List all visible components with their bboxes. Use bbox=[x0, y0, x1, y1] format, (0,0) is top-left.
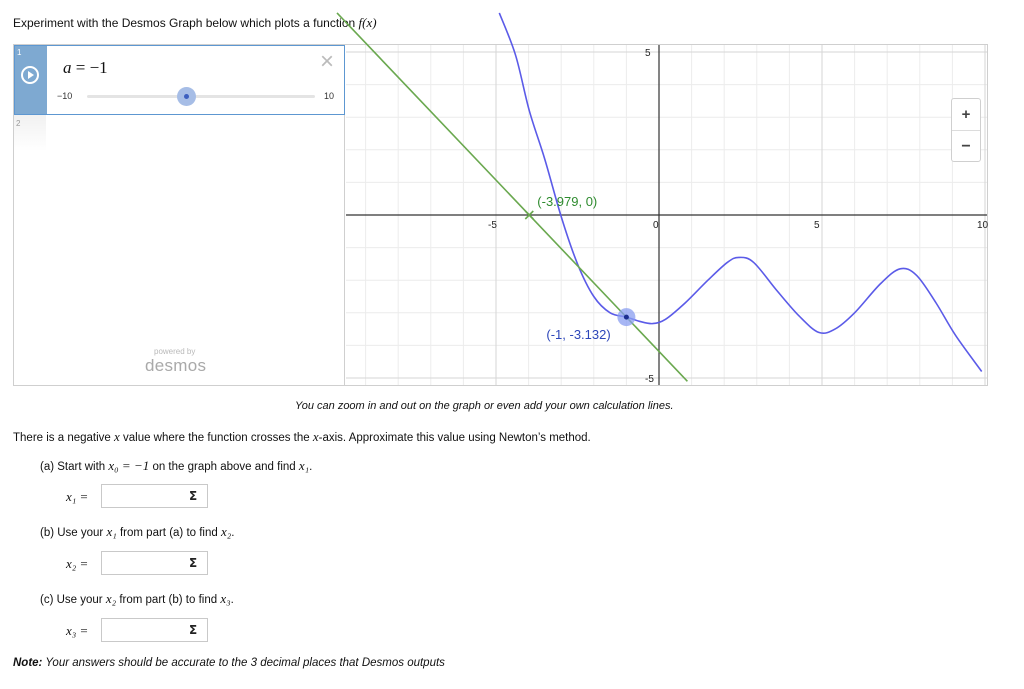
expression-eq: = bbox=[75, 58, 86, 77]
intro-function: f(x) bbox=[358, 15, 377, 30]
guess-point-label: (-1, -3.132) bbox=[546, 327, 611, 343]
slider-max[interactable]: 10 bbox=[324, 91, 335, 101]
root-point-label: (-3.979, 0) bbox=[537, 194, 598, 209]
graph-canvas[interactable] bbox=[346, 45, 987, 385]
x1-label-text: x₁ = bbox=[66, 489, 89, 504]
part-c-target: x₃ bbox=[220, 591, 231, 606]
intro-text bbox=[13, 15, 377, 31]
expression-var: a bbox=[63, 58, 72, 77]
x3-label-text: x₃ = bbox=[66, 623, 89, 638]
x-tick-label: -5 bbox=[488, 220, 497, 231]
part-b-prompt bbox=[40, 524, 234, 540]
question-end: -axis. Approximate this value using Newton’s method. bbox=[318, 432, 591, 444]
slider-min[interactable]: −10 bbox=[57, 91, 73, 101]
part-a-math: x₀ = −1 bbox=[108, 458, 150, 473]
x2-label-text: x₂ = bbox=[66, 556, 89, 571]
x2-answer-label bbox=[66, 556, 88, 572]
x3-answer-label bbox=[66, 623, 88, 639]
question-post: value where the function crosses the bbox=[123, 432, 310, 444]
expression-a[interactable] bbox=[63, 58, 108, 78]
question-axis: x bbox=[312, 429, 319, 444]
expression-index: 1 bbox=[17, 48, 22, 57]
note-text bbox=[13, 657, 445, 669]
part-b-tail: from part (a) to find bbox=[119, 527, 218, 539]
expression-value: −1 bbox=[89, 58, 108, 77]
part-c-math: x₂ bbox=[105, 591, 117, 606]
x-tick-label: 5 bbox=[814, 220, 820, 231]
sigma-icon-x1[interactable]: Σ bbox=[189, 489, 198, 503]
expression-index-2: 2 bbox=[16, 119, 21, 128]
play-icon[interactable] bbox=[21, 66, 39, 84]
y-tick-label: -5 bbox=[645, 374, 654, 385]
powered-by: powered by bbox=[154, 347, 196, 356]
zoom-controls bbox=[951, 98, 981, 162]
x1-answer-label bbox=[66, 489, 88, 505]
part-c-prompt bbox=[40, 591, 234, 607]
part-b-target: x₂ bbox=[220, 524, 232, 539]
part-b-label: (b) Use your bbox=[40, 527, 104, 539]
part-b-math: x₁ bbox=[106, 524, 117, 539]
function-curve[interactable] bbox=[499, 13, 981, 372]
part-a-label: (a) Start with bbox=[40, 461, 106, 473]
desmos-logo[interactable]: desmos bbox=[145, 356, 207, 375]
sigma-icon-x2[interactable]: Σ bbox=[189, 556, 198, 570]
guess-point[interactable] bbox=[624, 315, 629, 320]
part-a-prompt bbox=[40, 458, 312, 474]
intro-sentence: Experiment with the Desmos Graph below which plots a function bbox=[13, 16, 356, 30]
expression-list bbox=[14, 45, 345, 385]
slider-track[interactable] bbox=[87, 95, 315, 98]
zoom-out-button[interactable]: − bbox=[961, 138, 971, 155]
desmos-calculator bbox=[13, 44, 988, 386]
part-a-dot: . bbox=[309, 461, 313, 473]
zoom-in-button[interactable]: + bbox=[952, 99, 980, 131]
part-c-tail: from part (b) to find bbox=[119, 594, 218, 606]
part-b-dot: . bbox=[231, 527, 235, 539]
expression-row-a[interactable] bbox=[14, 45, 345, 115]
y-tick-label: 5 bbox=[645, 48, 651, 59]
note-body: Your answers should be accurate to the 3 decimal places that Desmos outputs bbox=[45, 657, 445, 669]
slider-thumb-dot[interactable] bbox=[184, 94, 189, 99]
question-pre: There is a negative bbox=[13, 432, 111, 444]
part-a-tail: on the graph above and find bbox=[152, 461, 296, 473]
part-c-dot: . bbox=[230, 594, 234, 606]
zoom-note: You can zoom in and out on the graph or even add your own calculation lines. bbox=[295, 400, 674, 412]
sigma-icon-x3[interactable]: Σ bbox=[189, 623, 198, 637]
question-text bbox=[13, 429, 591, 445]
part-a-target: x₁ bbox=[298, 458, 310, 473]
part-c-label: (c) Use your bbox=[40, 594, 103, 606]
axes bbox=[346, 45, 987, 385]
close-icon[interactable]: × bbox=[320, 48, 335, 75]
question-var: x bbox=[114, 429, 120, 444]
x-tick-label: 0 bbox=[653, 220, 659, 231]
x-tick-label: 10 bbox=[977, 220, 989, 231]
note-bold: Note: bbox=[13, 657, 43, 669]
tangent-line[interactable] bbox=[337, 13, 687, 381]
